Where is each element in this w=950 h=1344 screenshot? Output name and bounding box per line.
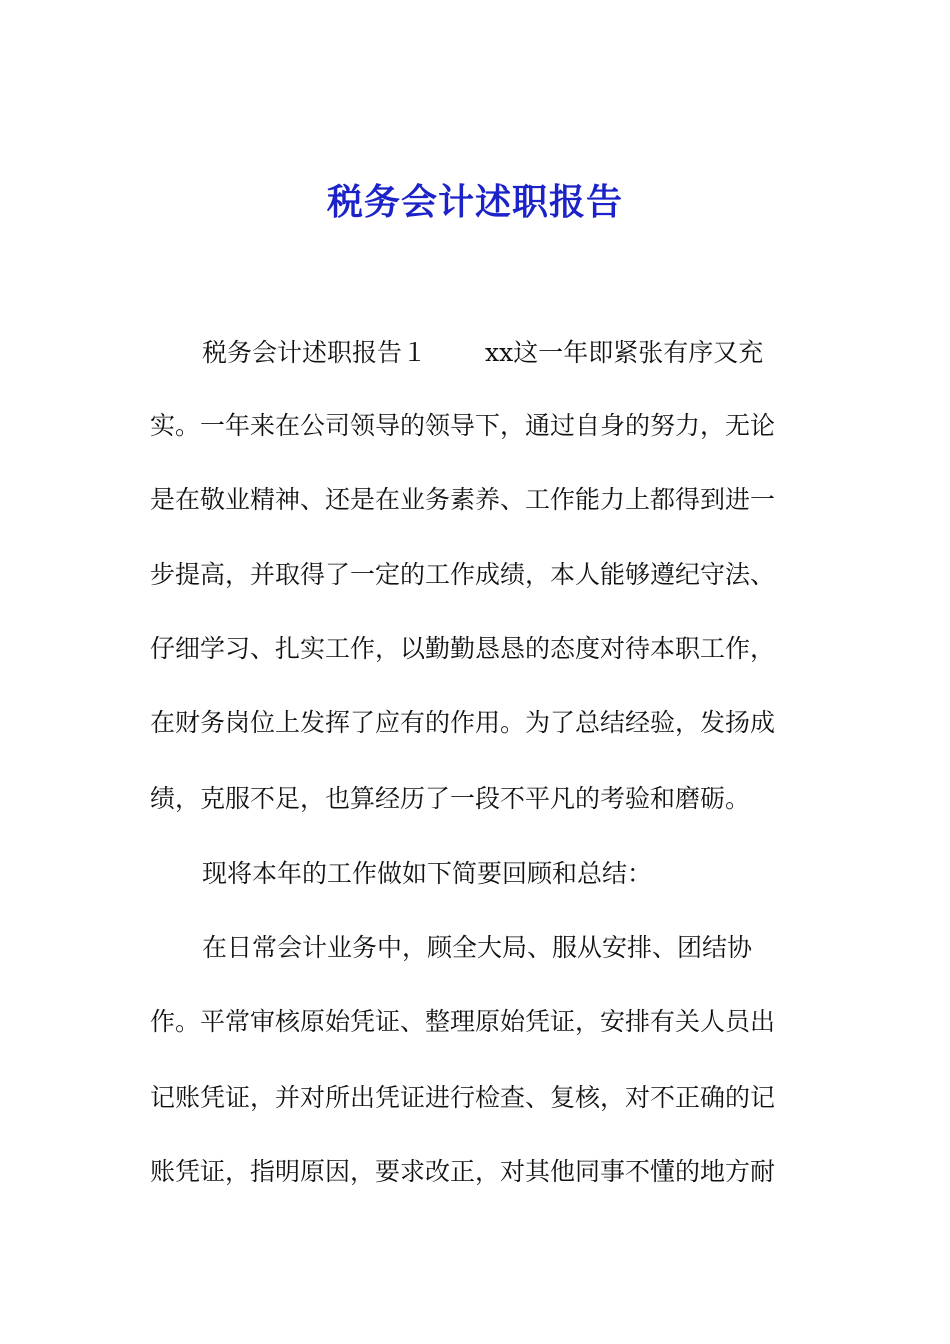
paragraph-line-10: 作。平常审核原始凭证、整理原始凭证，安排有关人员出: [150, 1007, 776, 1036]
paragraph-line-6: 在财务岗位上发挥了应有的作用。为了总结经验，发扬成: [150, 708, 776, 737]
paragraph-line-4: 步提高，并取得了一定的工作成绩，本人能够遵纪守法、: [150, 560, 776, 589]
paragraph-line-3: 是在敬业精神、还是在业务素养、工作能力上都得到进一: [150, 485, 776, 514]
paragraph-opening-text: xx这一年即紧张有序又充: [485, 338, 764, 367]
document-title: 税务会计述职报告: [326, 182, 623, 223]
paragraph-line-9: 在日常会计业务中，顾全大局、服从安排、团结协: [202, 933, 753, 962]
paragraph-line-11: 记账凭证，并对所出凭证进行检查、复核，对不正确的记: [150, 1083, 776, 1112]
paragraph-intro-line: 现将本年的工作做如下简要回顾和总结：: [202, 859, 653, 888]
paragraph-line-1: [202, 333, 852, 373]
report-heading-inline: 税务会计述职报告１: [202, 338, 428, 367]
paragraph-line-5: 仔细学习、扎实工作，以勤勤恳恳的态度对待本职工作，: [150, 634, 776, 663]
paragraph-line-12: 账凭证，指明原因，要求改正，对其他同事不懂的地方耐: [150, 1157, 776, 1186]
paragraph-line-7: 绩，克服不足，也算经历了一段不平凡的考验和磨砺。: [150, 784, 751, 813]
paragraph-line-2: 实。一年来在公司领导的领导下，通过自身的努力，无论: [150, 411, 776, 440]
